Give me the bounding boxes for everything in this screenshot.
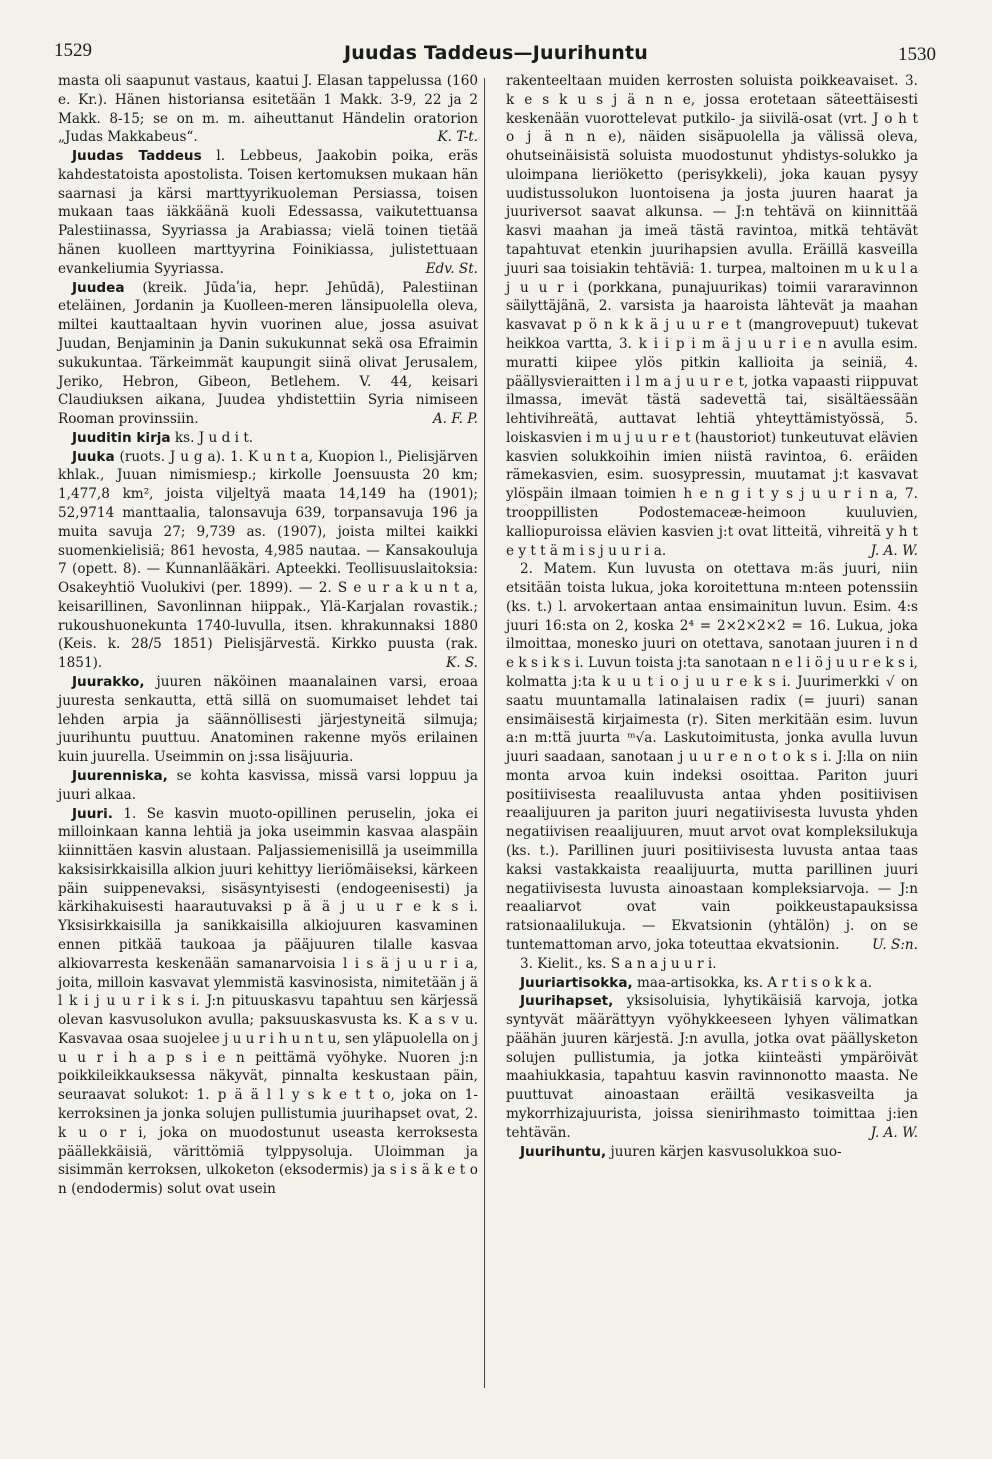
author-signature: Edv. St. <box>425 260 478 277</box>
article-paragraph <box>58 767 478 805</box>
article-headword: Juuriartisokka, <box>520 974 633 991</box>
article-paragraph <box>506 955 918 974</box>
article-headword: Juuditin kirja <box>72 429 171 446</box>
author-signature: J. A. W. <box>870 1124 918 1141</box>
article-text: ks. J u d i t. <box>170 429 254 446</box>
left-column <box>58 72 478 1199</box>
article-headword: Juuka <box>72 448 115 465</box>
author-signature: K. S. <box>446 655 478 672</box>
article-paragraph <box>58 147 478 278</box>
article-paragraph <box>506 1143 918 1162</box>
article-text: yksisoluisia, lyhytikäisiä karvoja, jotka syntyvät määrättyyn vyöhykkeeseen lyhyen välimatkan päähän juuren kärjestä. J:n avulla, jotka ovat päällysketon solujen pullistumia, ja jotka kiinteästi ympäröivät maahiukkasia, tapahtuu kasvin ravinnonotto maasta. Ne puuttuvat ainoastaan eräiltä vesikasveilta ja mykorrhizajuurista, joissa sienirihmasto toimittaa j:ien tehtävän. <box>506 993 918 1141</box>
right-column <box>506 72 918 1161</box>
article-headword: Juurihuntu, <box>520 1143 607 1160</box>
article-text: juuren kärjen kasvusolukkoa suo- <box>606 1143 842 1160</box>
article-paragraph <box>506 992 918 1142</box>
article-paragraph <box>506 560 918 954</box>
author-signature: U. S:n. <box>872 936 918 953</box>
column-divider <box>484 78 485 1388</box>
article-headword: Juurihapset, <box>520 993 614 1010</box>
article-headword: Juuri. <box>72 805 113 822</box>
page-number-right: 1530 <box>898 44 936 65</box>
article-paragraph <box>58 673 478 767</box>
article-headword: Juudea <box>72 279 125 296</box>
article-paragraph <box>58 448 478 673</box>
article-headword: Juudas Taddeus <box>72 148 202 165</box>
author-signature: A. F. P. <box>432 411 478 428</box>
article-headword: Juurenniska, <box>72 767 168 784</box>
article-paragraph <box>58 279 478 429</box>
article-text: juuren näköinen maanalainen varsi, eroaa juuresta senkautta, että sillä on suomumaiset lehdet tai lehden arpia ja säännöllisesti järjestyneitä silmuja; juurihuntu puuttuu. Anatominen rakenne myös erilainen kuin juurella. Useimmin on j:ssa lisäjuuria. <box>58 674 478 766</box>
page-header <box>0 36 992 66</box>
article-text: l. Lebbeus, Jaakobin poika, eräs kahdestatoista apostolista. Toisen kertomuksen mukaan hän saarnasi ja kärsi marttyyrikuoleman Persiassa, toisen mukaan taas iäkkäänä kuoli Edessassa, vaikutettuansa Palestiinassa, Syyriassa ja Arabiassa; vielä toinen tietää hänen kuolleen marttyyrina Foinikiassa, julistettuaan evankeliumia Syyriassa. <box>58 148 478 277</box>
article-paragraph <box>58 805 478 1199</box>
page-number-left: 1529 <box>54 40 92 61</box>
article-paragraph <box>506 974 918 993</box>
article-text: 3. Kielit., ks. S a n a j u u r i. <box>520 955 717 972</box>
article-text: (ruots. J u g a). 1. K u n t a, Kuopion l., Pielisjärven khlak., Juuan nimismiesp.; kirkolle Joensuusta 20 km; 1,477,8 km², joista viljeltyä maata 14,149 ha (1901); 52,9714 manttaalia, talonsavuja 639, torpansavuja 196 ja muita savuja 27; 9,739 as. (1907), joista miltei kaikki suomenkielisiä; 861 hevosta, 4,985 nautaa. — Kansakouluja 7 (opett. 8). — Kunnanlääkäri. Apteekki. Teollisuuslaitoksia: Osakeyhtiö Vuolukivi (per. 1899). — 2. S e u r a k u n t a, keisarillinen, Savonlinnan hiippak., Ylä-Karjalan rovastik.; rukoushuonekunta 1740-luvulla, itsen. khrakunnaksi 1880 (Keis. k. 28/5 1851) Pielisjärvestä. Kirkko puusta (rak. 1851). <box>58 448 478 672</box>
article-paragraph <box>58 429 478 448</box>
article-paragraph <box>506 72 918 560</box>
article-text: (kreik. Jūdaʹia, hepr. Jehūdā), Palestiinan eteläinen, Jordanin ja Kuolleen-meren länsipuolella oleva, miltei kauttaaltaan hyvin vuorinen alue, jossa asuivat Juudan, Benjaminin ja Danin sukukunnat sekä osa Efraimin sukukuntaa. Tärkeimmät kaupungit siinä olivat Jerusalem, Jeriko, Hebron, Gibeon, Betlehem. V. 44, keisari Claudiuksen aikana, Juudea yhdistettiin Syria nimiseen Rooman provinssiin. <box>58 279 478 428</box>
running-title: Juudas Taddeus—Juurihuntu <box>344 42 648 64</box>
article-text: se kohta kasvissa, missä varsi loppuu ja juuri alkaa. <box>58 767 478 803</box>
article-headword: Juurakko, <box>72 674 145 691</box>
article-text: 1. Se kasvin muoto-opillinen peruselin, joka ei milloinkaan kanna lehtiä ja joka useimmin kasvaa alaspäin kiinnittäen kasvin alustaan. Paljassiemenisillä ja useimmilla kaksisirkkaisilla alkion juuri kehittyy lieriömäiseksi, kärkeen päin suippenevaksi, sisäsyntyisesti (endogeenisesti) ja kärkihakuisesti haarautuvaksi p ä ä j u u r e k s i. Yksisirkkaisilla ja sanikkaisilla alkiojuuren kasvaminen ennen pitkää taukoaa ja pääjuuren tilalle kasvaa alkiovarresta keskenään samanarvoisia l i s ä j u u r i a, joita, milloin kasvavat ylemmistä kasvinosista, nimitetään j ä l k i j u u r i k s i. J:n pituuskasvu tapahtuu sen kärjessä olevan kasvusolukon avulla; paksuuskasvusta ks. K a s v u. Kasvavaa osaa suojelee j u u r i h u n t u, sen yläpuolella on j u u r i h a p s i e n peittämä vyöhyke. Nuoren j:n poikkileikkauksessa näkyvät, pinnalta keskustaan päin, seuraavat solukot: 1. p ä ä l l y s k e t t o, joka on 1-kerroksinen ja jonka solujen pullistumia juurihapset ovat, 2. k u o r i, joka on muodostunut useasta kerroksesta päällekkäisiä, värittömiä tylppysoluja. Uloimman ja sisimmän kerroksen, ulkoketon (eksodermis) ja s i s ä k e t o n (endodermis) solut ovat usein <box>58 805 478 1198</box>
author-signature: K. T-t. <box>437 129 478 146</box>
article-text: maa-artisokka, ks. A r t i s o k k a. <box>632 974 873 991</box>
article-text: rakenteeltaan muiden kerrosten soluista poikkeavaiset. 3. k e s k u s j ä n n e, jossa erotetaan säteettäisesti keskenään vuorottelevat putkilo- ja siivilä-osat (vrt. J o h t o j ä n n e), näiden sisäpuolella ja välissä oleva, ohutseinäisistä soluista muodostunut yhdistys-solukko ja uloimpana lieriöketto (perisykkeli), joka kauan pysyy uudistussolukon luontoisena ja josta juuren haarat ja juuriversot saavat alkunsa. — J:n tehtävä on kiinnittää kasvi maahan ja imeä tästä ravintoa, mitkä tehtävät tapahtuvat etenkin juurihapsien avulla. Eräillä kasveilla juuri saa toisiakin tehtäviä: 1. turpea, maltoinen m u k u l a j u u r i (porkkana, punajuurikas) toimii vararavinnon säilyttäjänä, 2. varsista ja haaroista lähtevät ja maahan kasvavat p ö n k k ä j u u r e t (mangrovepuut) tukevat heikkoa vartta, 3. k i i p i m ä j u u r i e n avulla esim. muratti kiipee ylös pitkin kallioita ja seiniä, 4. päällysvieraitten i l m a j u u r e t, jotka vapaasti riippuvat ilmassa, imevät tästä sadevettä tai, sisältäessään lehtivihreätä, auttavat lehtiä yhteyttämistyössä, 5. loiskasvien i m u j u u r e t (haustoriot) tunkeutuvat elävien kasvien solukkoihin imien niistä ravintoa, 6. eräiden rämekasvien, esim. suosypressin, muutamat j:t kasvavat ylöspäin ilmaan toimien h e n g i t y s j u u r i n a, 7. trooppillisten Podostemaceæ-heimoon kuuluvien, kalliopuroissa elävien kasvien j:t ovat litteitä, vihreitä y h t e y t t ä m i s j u u r i a. <box>506 73 918 559</box>
article-text: masta oli saapunut vastaus, kaatui J. Elasan tappelussa (160 e. Kr.). Hänen historiansa esitetään 1 Makk. 3-9, 22 ja 2 Makk. 8-15; se on m. m. aiheuttanut Händelin oratorion „Judas Makkabeus“. <box>58 73 478 146</box>
article-text: 2. Matem. Kun luvusta on otettava m:äs juuri, niin etsitään toista lukua, joka koroitettuna m:nteen potenssiin (ks. t.) l. arvokertaan antaa ensimainitun luvun. Esim. 4:s juuri 16:sta on 2, koska 2⁴ = 2×2×2×2 = 16. Lukua, joka ilmoittaa, monesko juuri on otettava, sanotaan juuren i n d e k s i k s i. Luvun toista j:ta sanotaan n e l i ö j u u r e k s i, kolmatta j:ta k u u t i o j u u r e k s i. Juurimerkki √ on saatu muuntamalla latinalaisen radix (= juuri) sanan ensimäisestä kirjaimesta (r). Siten merkitään esim. luvun a:n m:ttä juurta ᵐ√a. Laskutoimitusta, jonka avulla luvun juuri saadaan, sanotaan j u u r e n o t o k s i. J:lla on niin monta arvoa kuin indeksi osoittaa. Pariton juuri positiivisesta reaaliluvusta antaa yhden positiivisen reaalijuuren ja pariton juuri negatiivisesta luvusta yhden negatiivisen reaalijuuren, muut arvot ovat kompleksilukuja (ks. t.). Parillinen juuri positiivisesta luvusta antaa taas kaksi vastakkaista reaalijuurta, mutta parillinen juuri negatiivisesta luvusta ainoastaan kompleksiarvoja. — J:n reaaliarvot ovat vain poikkeustapauksissa ratsionaalilukuja. — Ekvatsionin (yhtälön) j. on se tuntemattoman arvo, joka toteuttaa ekvatsionin. <box>506 561 918 953</box>
author-signature: J. A. W. <box>870 542 918 559</box>
